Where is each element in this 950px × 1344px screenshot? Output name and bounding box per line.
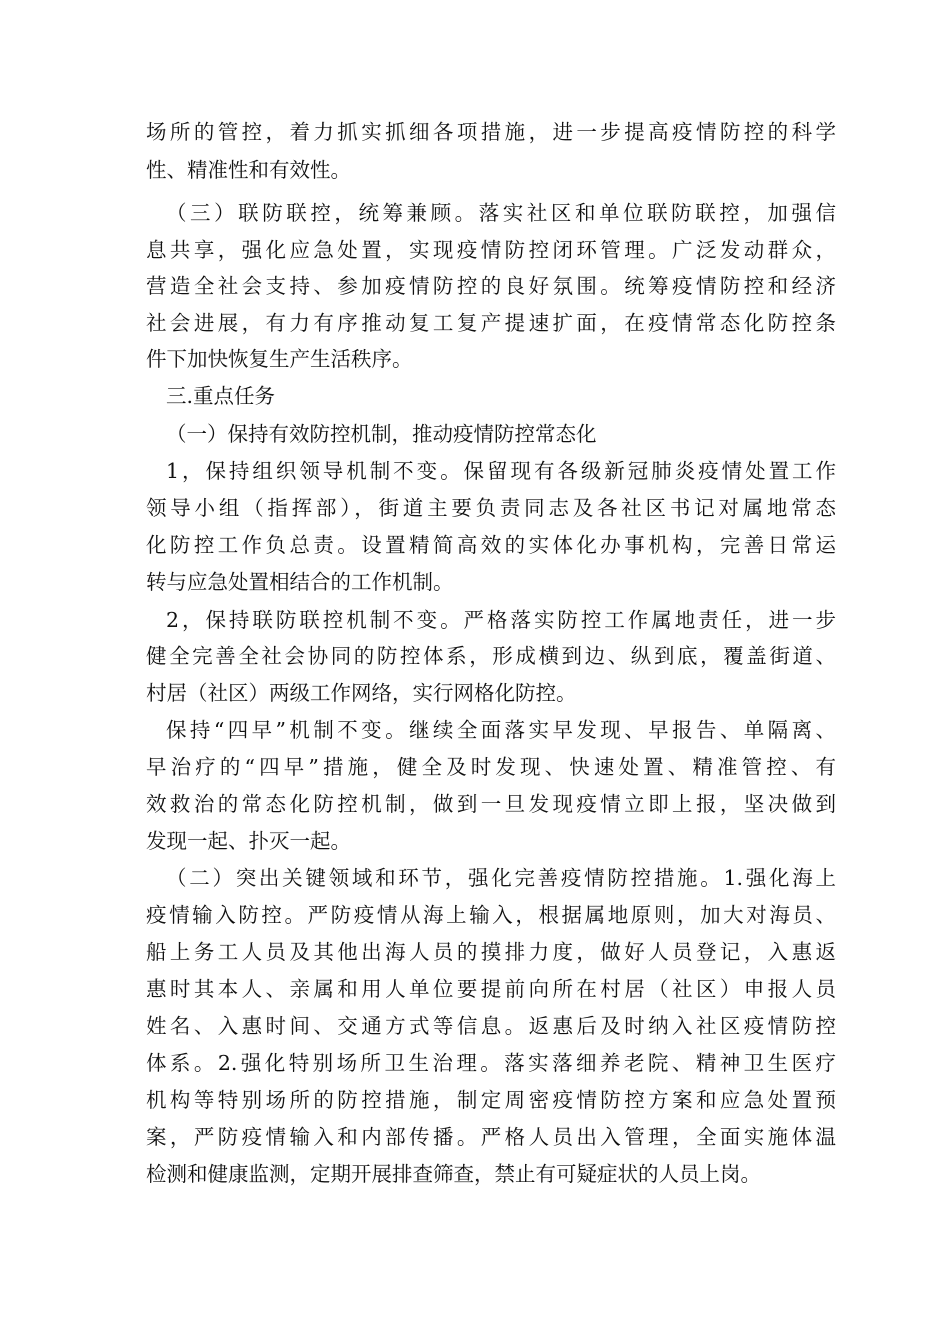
text-line: 早治疗的“四早”措施，健全及时发现、快速处置、精准管控、有 (146, 755, 836, 779)
text-line: 转与应急处置相结合的工作机制。 (146, 570, 454, 594)
section-heading: 三.重点任务 (166, 384, 276, 408)
text-line: 船上务工人员及其他出海人员的摸排力度，做好人员登记，入惠返 (146, 940, 836, 964)
text-line: 化防控工作负总责。设置精简高效的实体化办事机构，完善日常运 (146, 533, 836, 557)
text-line: 性、精准性和有效性。 (146, 158, 351, 182)
text-line: 发现一起、扑灭一起。 (146, 829, 351, 853)
text-line: 1，保持组织领导机制不变。保留现有各级新冠肺炎疫情处置工作 (166, 459, 836, 483)
text-line: （三）联防联控，统筹兼顾。落实社区和单位联防联控，加强信 (166, 201, 836, 225)
text-line: 健全完善全社会协同的防控体系，形成横到边、纵到底，覆盖街道、 (146, 644, 836, 668)
text-line: 村居（社区）两级工作网络，实行网格化防控。 (146, 681, 577, 705)
text-line: 疫情输入防控。严防疫情从海上输入，根据属地原则，加大对海员、 (146, 903, 836, 927)
text-line: 案，严防疫情输入和内部传播。严格人员出入管理，全面实施体温 (146, 1125, 836, 1149)
text-line: 息共享，强化应急处置，实现疫情防控闭环管理。广泛发动群众， (146, 238, 836, 262)
text-line: 2，保持联防联控机制不变。严格落实防控工作属地责任，进一步 (166, 608, 836, 632)
text-line: 检测和健康监测，定期开展排查筛查，禁止有可疑症状的人员上岗。 (146, 1162, 761, 1186)
text-line: 保持“四早”机制不变。继续全面落实早发现、早报告、单隔离、 (166, 718, 836, 742)
text-line: 件下加快恢复生产生活秩序。 (146, 347, 413, 371)
text-line: 机构等特别场所的防控措施，制定周密疫情防控方案和应急处置预 (146, 1088, 836, 1112)
text-line: 社会进展，有力有序推动复工复产提速扩面，在疫情常态化防控条 (146, 311, 836, 335)
text-line: 场所的管控，着力抓实抓细各项措施，进一步提高疫情防控的科学 (146, 120, 836, 144)
text-line: 营造全社会支持、参加疫情防控的良好氛围。统筹疫情防控和经济 (146, 274, 836, 298)
text-line: 体系。2.强化特别场所卫生治理。落实落细养老院、精神卫生医疗 (146, 1051, 836, 1075)
text-line: （二）突出关键领域和环节，强化完善疫情防控措施。1.强化海上 (166, 866, 836, 890)
text-line: 领导小组（指挥部），街道主要负责同志及各社区书记对属地常态 (146, 496, 836, 520)
text-line: 姓名、入惠时间、交通方式等信息。返惠后及时纳入社区疫情防控 (146, 1014, 836, 1038)
text-line: 惠时其本人、亲属和用人单位要提前向所在村居（社区）申报人员 (146, 977, 836, 1001)
subsection-heading: （一）保持有效防控机制，推动疫情防控常态化 (166, 422, 597, 446)
text-line: 效救治的常态化防控机制，做到一旦发现疫情立即上报，坚决做到 (146, 792, 836, 816)
